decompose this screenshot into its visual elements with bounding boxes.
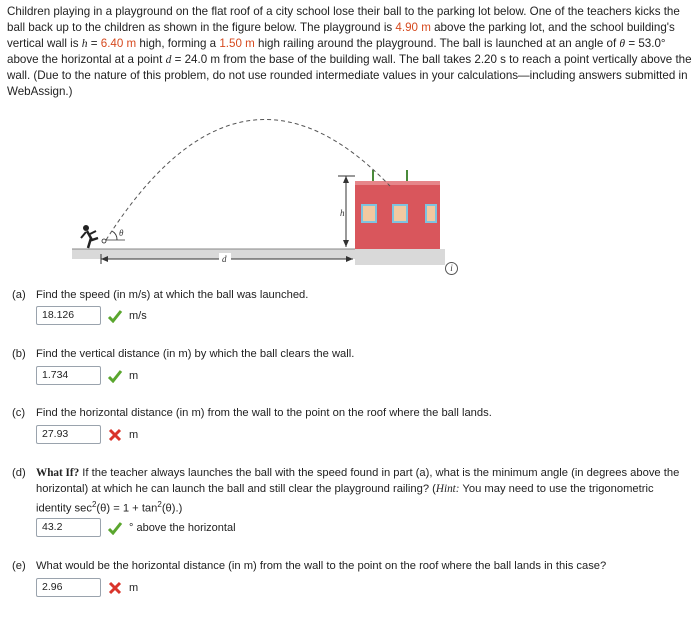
question-c: (c) Find the horizontal distance (in m) from the wall to the point on the roof where the ball lands. xyxy=(12,407,492,419)
check-icon xyxy=(107,309,123,323)
answer-input-d[interactable]: 43.2 xyxy=(36,518,101,537)
problem-statement: Children playing in a playground on the flat roof of a city school lose their ball to the parking lot below. One of the teachers kicks the ball back up to the children as shown in the figure below. The playground is 4.90 m above the parking lot, and the school building's vertical wall is h = 6.40 m high, forming a 1.50 m high railing around the playground. The ball is launched at an angle of θ = 53.0° above the horizontal at a point d = 24.0 m from the base of the building wall. The ball takes 2.20 s to reach a point vertically above the wall. (Due to the nature of this problem, do not use rounded intermediate values in your calculations—including answers submitted in WebAssign.) xyxy=(7,5,692,98)
answer-row-a xyxy=(36,306,147,325)
question-b: (b) Find the vertical distance (in m) by which the ball clears the wall. xyxy=(12,348,355,360)
d-label: d xyxy=(222,254,227,264)
answer-row-d xyxy=(36,518,236,537)
question-e: (e) What would be the horizontal distance (in m) from the wall to the point on the roof where the ball lands in this case? xyxy=(12,560,607,572)
answer-input-c[interactable]: 27.93 xyxy=(36,425,101,444)
unit-label: m xyxy=(129,581,139,594)
window xyxy=(426,205,436,222)
answer-row-b xyxy=(36,366,138,385)
question-d: (d) What If? If the teacher always launches the ball with the speed found in part (a), what is the minimum angle (in degrees above the horizontal) at which he can launch the ball and still clear the playground railing? (Hint: You may need to use the trigonometric identity $\sec^2(\theta) = 1 + \tan^2(\theta)$.) xyxy=(12,467,680,515)
check-icon xyxy=(107,369,123,383)
answer-row-c xyxy=(36,425,138,444)
building-ground xyxy=(355,249,445,265)
answer-input-e[interactable]: 2.96 xyxy=(36,578,101,597)
ball xyxy=(102,239,106,243)
unit-label: m xyxy=(129,428,139,441)
problem-figure xyxy=(0,110,700,270)
unit-label: m xyxy=(129,369,139,382)
h-label: h xyxy=(340,208,345,218)
parking-lot-ground xyxy=(72,249,355,259)
unit-label: ° above the horizontal xyxy=(129,521,236,534)
info-icon[interactable]: i xyxy=(445,262,458,275)
cross-icon xyxy=(107,428,123,442)
answer-input-a[interactable]: 18.126 xyxy=(36,306,101,325)
check-icon xyxy=(107,521,123,535)
answer-input-b[interactable]: 1.734 xyxy=(36,366,101,385)
question-a: (a) Find the speed (in m/s) at which the ball was launched. xyxy=(12,289,309,301)
window xyxy=(362,205,376,222)
cross-icon xyxy=(107,581,123,595)
unit-label: m/s xyxy=(129,309,147,322)
teacher-figure xyxy=(81,225,98,248)
answer-row-e xyxy=(36,578,138,597)
theta-label: θ xyxy=(119,228,124,238)
window xyxy=(393,205,407,222)
